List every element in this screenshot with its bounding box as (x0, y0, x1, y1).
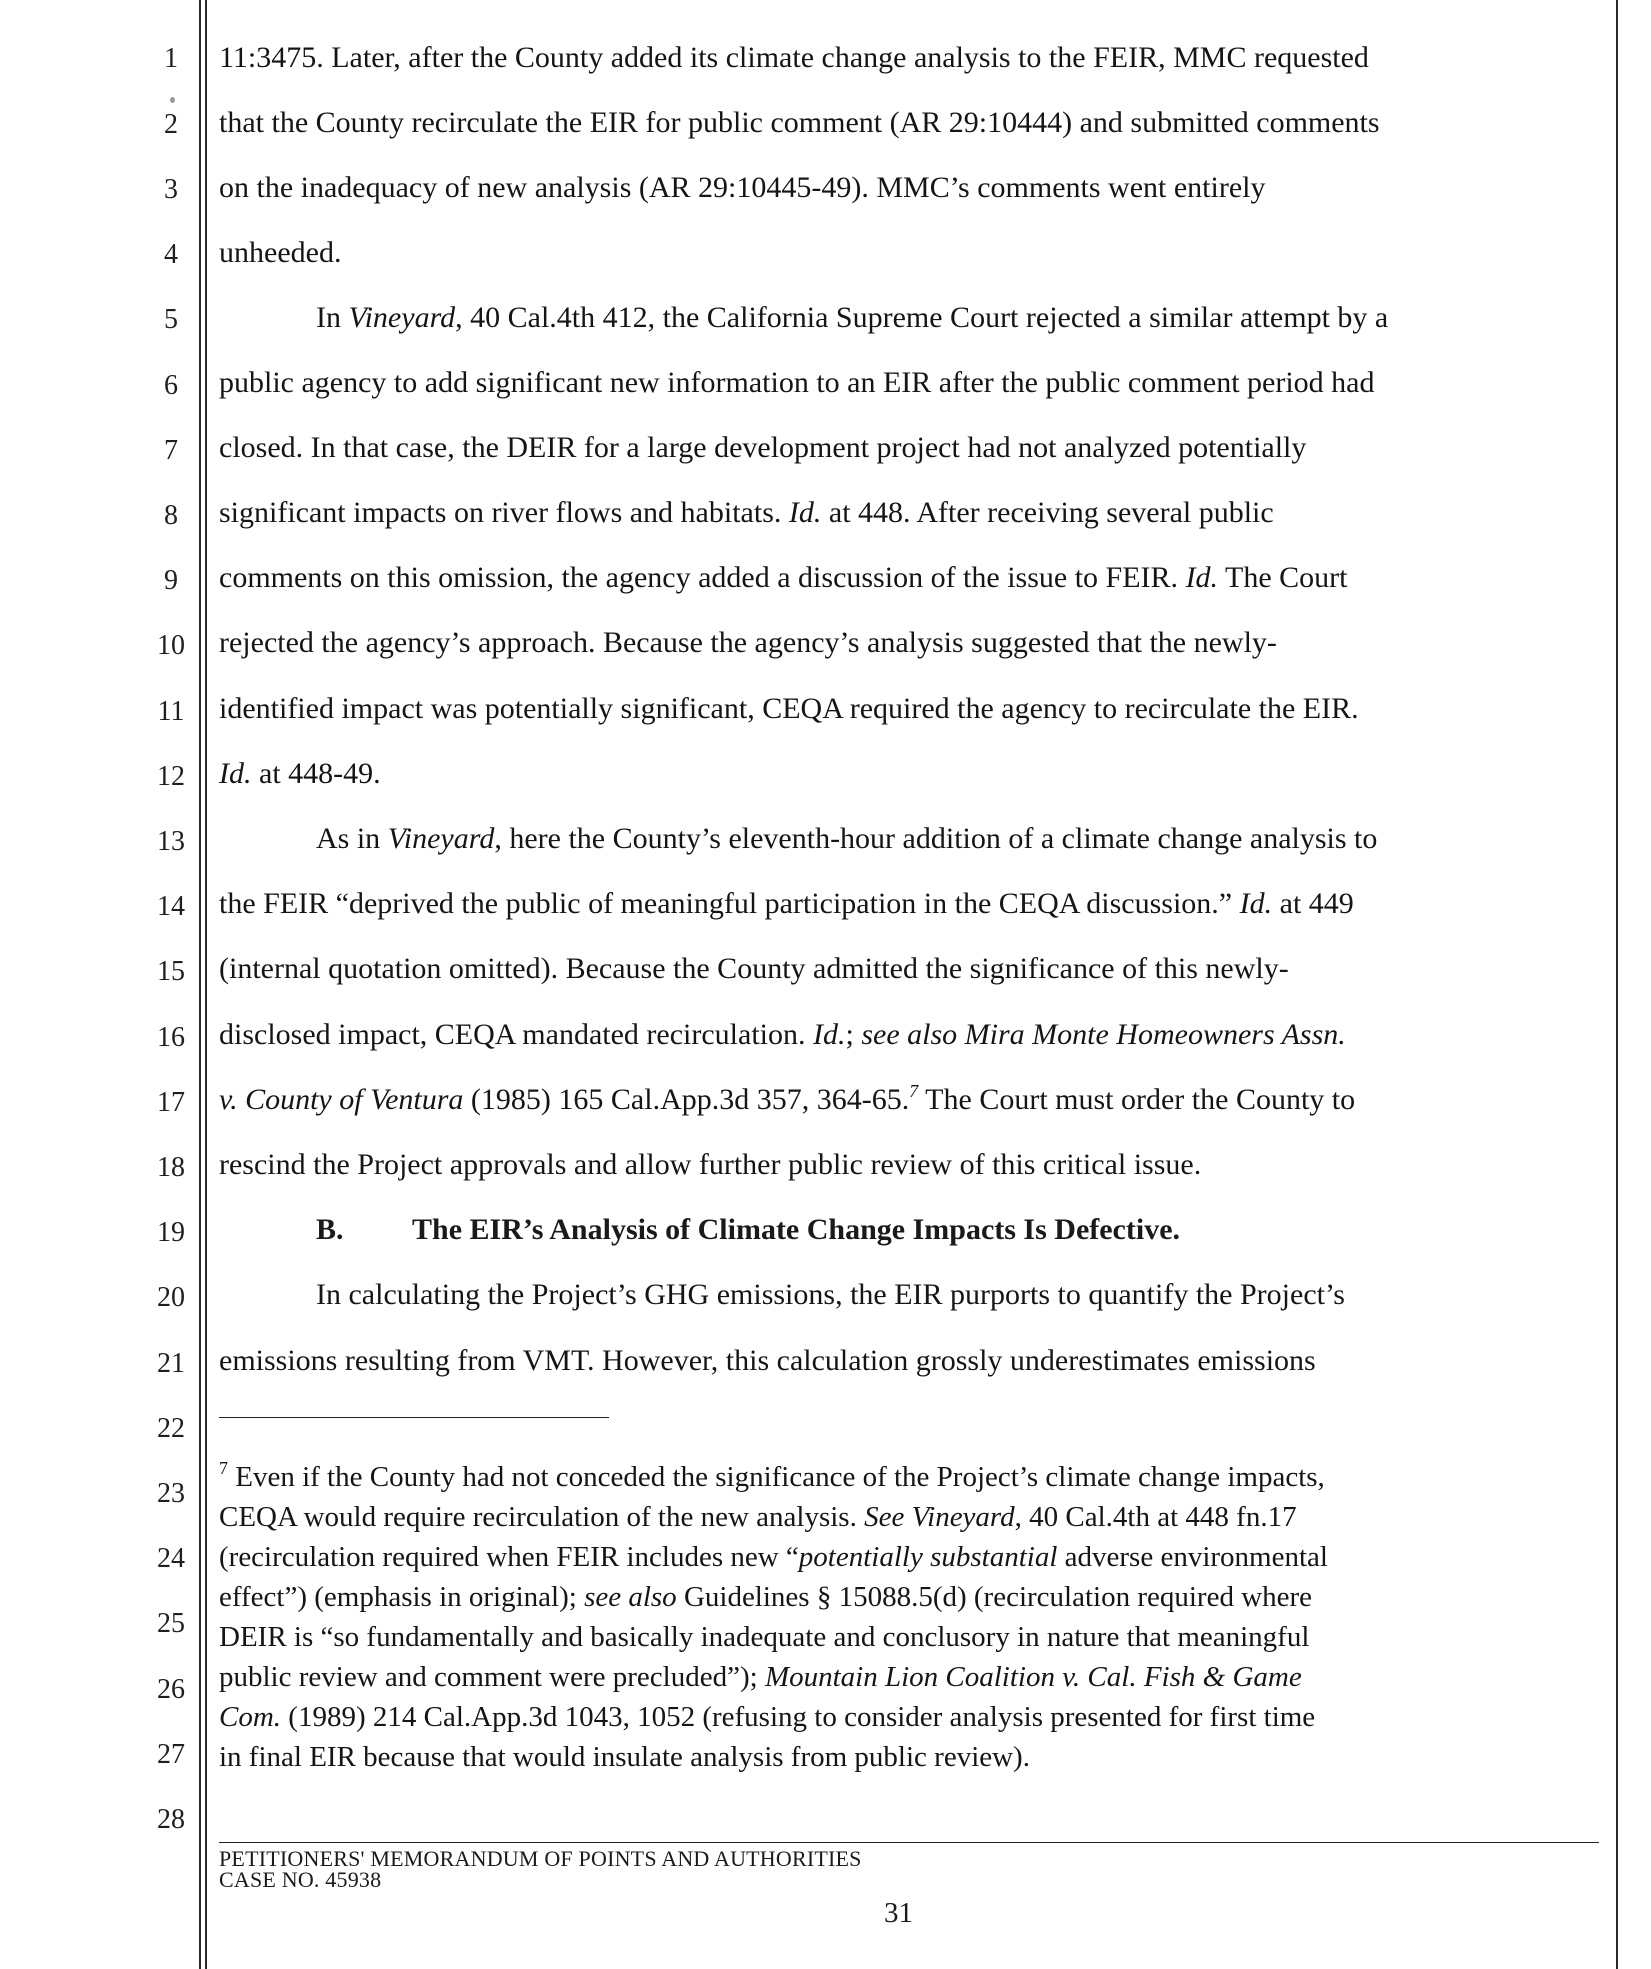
citation-id: Id. (1185, 561, 1219, 594)
line-number: 26 (157, 1674, 185, 1705)
footer-title: PETITIONERS' MEMORANDUM OF POINTS AND AUTHORITIES (219, 1846, 862, 1871)
line-number: 14 (157, 891, 185, 922)
text-run: In (316, 301, 349, 334)
text-run: at 448. After receiving several public (821, 496, 1274, 529)
body-line (316, 301, 1651, 335)
body-line: (internal quotation omitted). Because the County admitted the significance of this newly- (219, 952, 1289, 985)
line-number: 7 (164, 435, 178, 466)
footer-rule (219, 1842, 1599, 1843)
citation-id: Id. (813, 1018, 846, 1051)
body-line: public agency to add significant new information to an EIR after the public comment period had (219, 366, 1375, 399)
body-line: on the inadequacy of new analysis (AR 29:10445-49). MMC’s comments went entirely (219, 171, 1266, 204)
line-number: 16 (157, 1022, 185, 1053)
left-margin-rule-outer (199, 0, 201, 1969)
text-run: , here the County’s eleventh-hour addition of a climate change analysis to (494, 822, 1378, 855)
text-run: adverse environmental (1057, 1541, 1328, 1573)
footnote-line (219, 1661, 1302, 1693)
body-line: rescind the Project approvals and allow further public review of this critical issue. (219, 1148, 1202, 1181)
line-number: 5 (164, 304, 178, 335)
text-run: , 40 Cal.4th 412, the California Supreme Court rejected a similar attempt by a (455, 301, 1389, 334)
line-number: 13 (157, 826, 185, 857)
footnote-line: in final EIR because that would insulate analysis from public review). (219, 1741, 1030, 1773)
text-run: The Court must order the County to (918, 1083, 1356, 1116)
footnote-line (219, 1541, 1328, 1573)
body-line (219, 1083, 1579, 1117)
emphasis: potentially substantial (798, 1541, 1058, 1573)
line-number: 10 (157, 630, 185, 661)
right-margin-rule (1616, 0, 1618, 1969)
text-run: , 40 Cal.4th at 448 fn.17 (1014, 1501, 1297, 1533)
footnote-line (219, 1581, 1312, 1613)
case-name: Mountain Lion Coalition v. Cal. Fish & Game (764, 1661, 1302, 1693)
case-name: Com. (219, 1701, 282, 1733)
line-number: 17 (157, 1087, 185, 1118)
text-run: As in (316, 822, 388, 855)
line-number: 25 (157, 1608, 185, 1639)
citation-id: Id. (788, 496, 822, 529)
body-line: unheeded. (219, 236, 342, 269)
citation-id: Id. (219, 757, 252, 790)
text-run: CEQA would require recirculation of the new analysis. (219, 1501, 865, 1533)
line-number: 22 (157, 1413, 185, 1444)
citation-id: Id. (1239, 887, 1273, 920)
line-number: 4 (164, 239, 178, 270)
text-run: Even if the County had not conceded the significance of the Project’s climate change impacts, (228, 1461, 1325, 1493)
line-number: 18 (157, 1152, 185, 1183)
line-number: 3 (164, 174, 178, 205)
body-line: emissions resulting from VMT. However, this calculation grossly underestimates emissions (219, 1344, 1316, 1377)
footnote-separator (219, 1417, 609, 1418)
text-run: (1989) 214 Cal.App.3d 1043, 1052 (refusing to consider analysis presented for first time (281, 1701, 1316, 1733)
body-line: that the County recirculate the EIR for public comment (AR 29:10444) and submitted comments (219, 106, 1380, 139)
line-number: 2 (164, 109, 178, 140)
body-line (219, 561, 1579, 595)
page-number: 31 (884, 1897, 913, 1929)
line-number: 19 (157, 1217, 185, 1248)
body-line: 11:3475. Later, after the County added its climate change analysis to the FEIR, MMC requested (219, 41, 1369, 74)
left-margin-rule-inner (205, 0, 207, 1969)
section-heading: The EIR’s Analysis of Climate Change Impacts Is Defective. (412, 1213, 1181, 1246)
signal: see also (584, 1581, 677, 1613)
footnote-line (219, 1458, 1325, 1493)
text-run: public review and comment were precluded”); (219, 1661, 765, 1693)
case-name: Vineyard (387, 822, 495, 855)
text-run: comments on this omission, the agency added a discussion of the issue to FEIR. (219, 561, 1186, 594)
line-number: 9 (164, 565, 178, 596)
body-line: In calculating the Project’s GHG emissions, the EIR purports to quantify the Project’s (316, 1278, 1345, 1311)
footnote-reference[interactable]: 7 (909, 1081, 919, 1101)
footnote-marker: 7 (219, 1458, 228, 1478)
line-number: 24 (157, 1543, 185, 1574)
body-line: identified impact was potentially significant, CEQA required the agency to recirculate the EIR. (219, 692, 1359, 725)
body-line (219, 496, 1579, 530)
line-number: 8 (164, 500, 178, 531)
text-run: the FEIR “deprived the public of meaningful participation in the CEQA discussion.” (219, 887, 1240, 920)
body-line: rejected the agency’s approach. Because the agency’s analysis suggested that the newly- (219, 626, 1277, 659)
case-name: Vineyard (348, 301, 456, 334)
text-run: The Court (1218, 561, 1348, 594)
footnote-line (219, 1501, 1297, 1533)
body-line (219, 1018, 1579, 1052)
footer-case-number: CASE NO. 45938 (219, 1867, 382, 1892)
text-run: (recirculation required when FEIR includes new “ (219, 1541, 799, 1573)
text-run: (1985) 165 Cal.App.3d 357, 364-65. (463, 1083, 910, 1116)
footnote-line (219, 1701, 1315, 1733)
line-number: 27 (157, 1739, 185, 1770)
line-number: 28 (157, 1804, 185, 1835)
line-number: 6 (164, 370, 178, 401)
line-number: 20 (157, 1282, 185, 1313)
text-run: at 448-49. (251, 757, 381, 790)
case-name: v. County of Ventura (219, 1083, 464, 1116)
case-name: see also Mira Monte Homeowners Assn. (861, 1018, 1346, 1051)
body-line (316, 822, 1651, 856)
text-run: disclosed impact, CEQA mandated recirculation. (219, 1018, 813, 1051)
text-run: ; (845, 1018, 862, 1051)
body-line (219, 757, 1579, 791)
line-number: 12 (157, 761, 185, 792)
line-number: 11 (157, 696, 185, 727)
line-number: 1 (164, 43, 178, 74)
section-heading-letter: B. (316, 1213, 344, 1246)
text-run: Guidelines § 15088.5(d) (recirculation required where (676, 1581, 1313, 1613)
text-run: significant impacts on river flows and habitats. (219, 496, 789, 529)
footnote-line: DEIR is “so fundamentally and basically inadequate and conclusory in nature that meaningful (219, 1621, 1310, 1653)
text-run: at 449 (1272, 887, 1354, 920)
body-line (219, 887, 1579, 921)
line-number: 15 (157, 956, 185, 987)
body-line: closed. In that case, the DEIR for a large development project had not analyzed potentially (219, 431, 1307, 464)
line-number: 21 (157, 1348, 185, 1379)
text-run: effect”) (emphasis in original); (219, 1581, 585, 1613)
scan-artifact (170, 97, 175, 103)
case-name: See Vineyard (864, 1501, 1015, 1533)
line-number: 23 (157, 1478, 185, 1509)
